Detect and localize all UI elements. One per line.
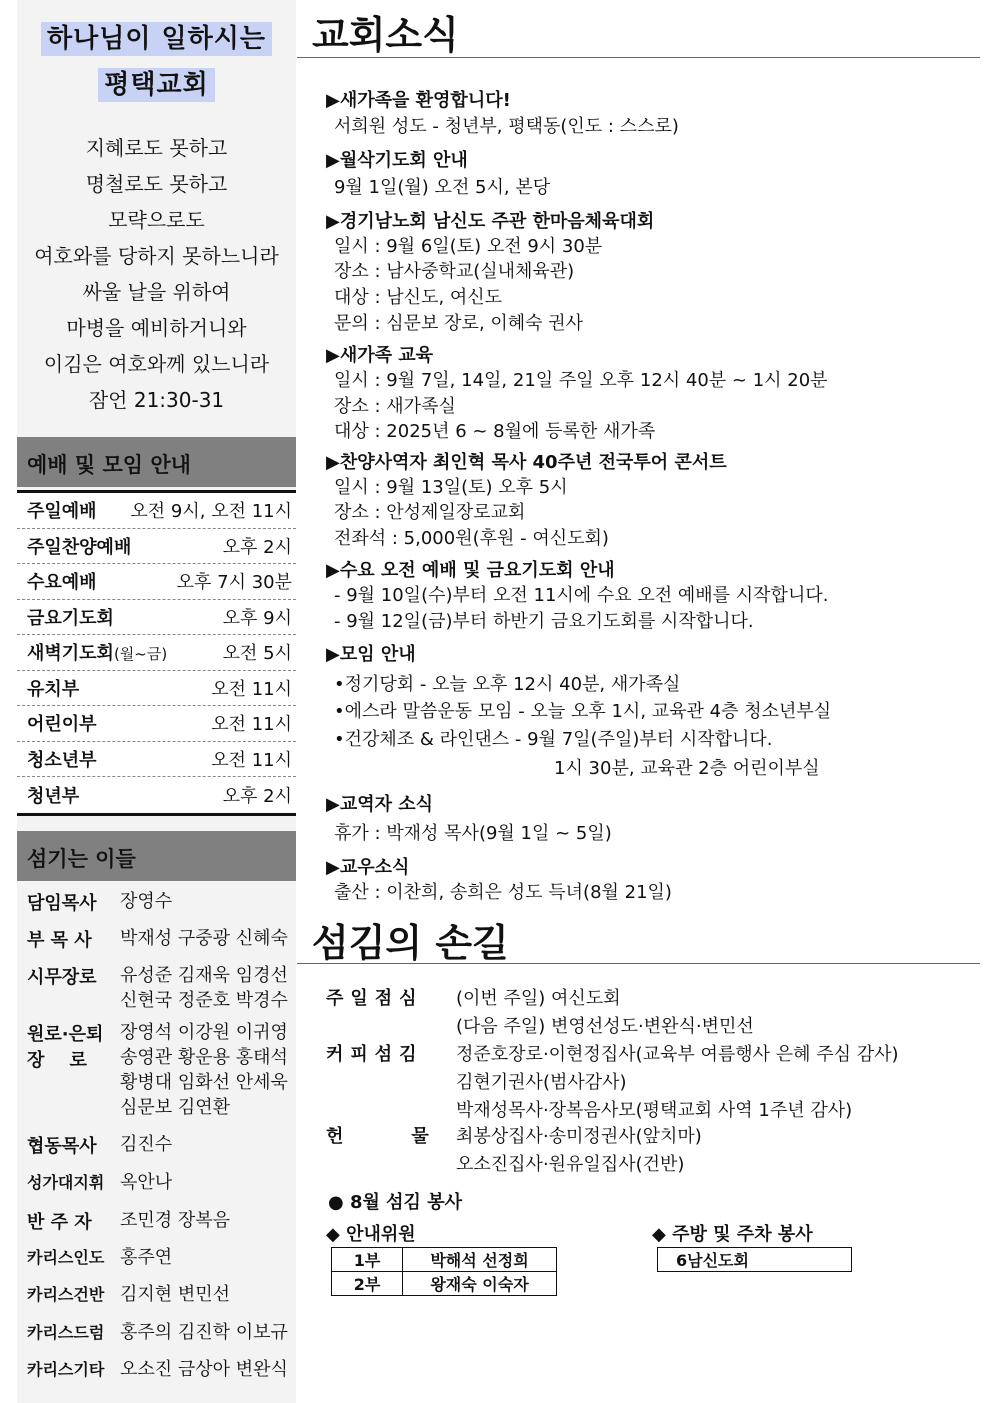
server-names: 김진수 <box>120 1134 173 1155</box>
news-heading: ▶경기남노회 남신도 주관 한마음체육대회 <box>326 211 655 232</box>
news-line: 장소 : 안성제일장로교회 <box>334 502 526 523</box>
server-names: 신현국 정준호 박경수 <box>120 990 288 1011</box>
news-line: - 9월 12일(금)부터 하반기 금요기도회를 시작합니다. <box>334 611 754 632</box>
worship-row <box>17 564 296 600</box>
service-line: 정준호장로·이현정집사(교육부 여름행사 은혜 주심 감사) <box>456 1044 899 1065</box>
worship-row <box>17 742 296 778</box>
servers-heading: 섬기는 이들 <box>17 831 296 881</box>
server-names: 황병대 임화선 안세욱 <box>120 1072 288 1093</box>
server-names: 조민경 장복음 <box>120 1210 231 1231</box>
service-line: 최봉상집사·송미정권사(앞치마) <box>456 1126 702 1147</box>
verse-reference: 잠언 21:30-31 <box>88 388 225 412</box>
verse-line: 싸울 날을 위하여 <box>82 280 231 304</box>
worship-name: 수요예배 <box>27 572 97 594</box>
kitchen-table <box>657 1247 852 1272</box>
server-role: 협동목사 <box>27 1136 97 1157</box>
server-names: 장영수 <box>120 891 173 912</box>
worship-row <box>17 529 296 565</box>
server-names: 홍주연 <box>120 1247 173 1268</box>
divider <box>297 57 980 58</box>
server-role: 카리스인도 <box>27 1248 105 1267</box>
news-title: 교회소식 <box>312 13 459 57</box>
worship-name: 어린이부 <box>27 714 97 736</box>
news-line: •에스라 말씀운동 모임 - 오늘 오후 1시, 교육관 4층 청소년부실 <box>334 701 832 722</box>
worship-row <box>17 777 296 813</box>
coffee-label: 커피섬김 <box>326 1044 424 1065</box>
news-line: 문의 : 심문보 장로, 이혜숙 권사 <box>334 313 584 334</box>
news-line: 출산 : 이찬희, 송희은 성도 득녀(8월 21일) <box>334 882 672 903</box>
server-row <box>17 926 296 952</box>
server-names: 홍주의 김진학 이보규 <box>120 1322 288 1343</box>
worship-row <box>17 600 296 636</box>
news-line: •정기당회 - 오늘 오후 12시 40분, 새가족실 <box>334 674 681 695</box>
worship-time: 오후 2시 <box>222 536 292 558</box>
news-line: 서희원 성도 - 청년부, 평택동(인도 : 스스로) <box>334 116 679 137</box>
news-line: 장소 : 새가족실 <box>334 396 456 417</box>
news-line: 대상 : 2025년 6 ~ 8월에 등록한 새가족 <box>334 421 656 442</box>
news-line: 휴가 : 박재성 목사(9월 1일 ~ 5일) <box>334 823 612 844</box>
news-heading: ▶새가족을 환영합니다! <box>326 90 511 111</box>
guide-part: 1부 <box>332 1248 403 1272</box>
worship-heading: 예배 및 모임 안내 <box>17 437 296 487</box>
verse-line: 이김은 여호와께 있느니라 <box>43 352 270 376</box>
lunch-label: 주일점심 <box>326 988 424 1009</box>
worship-row <box>17 635 296 671</box>
worship-row <box>17 706 296 742</box>
verse-line: 명철로도 못하고 <box>85 172 228 196</box>
verse-line: 마병을 예비하거니와 <box>66 316 247 340</box>
guide-row <box>332 1248 557 1272</box>
news-heading: ▶새가족 교육 <box>326 345 434 366</box>
verse-line: 모략으로도 <box>108 208 205 232</box>
worship-time: 오후 2시 <box>222 785 292 807</box>
worship-time: 오전 11시 <box>211 749 292 771</box>
verse-line: 여호와를 당하지 못하느니라 <box>34 244 279 268</box>
news-line: 전좌석 : 5,000원(후원 - 여신도회) <box>334 528 609 549</box>
worship-name: 청소년부 <box>27 749 97 771</box>
news-line: •건강체조 & 라인댄스 - 9월 7일(주일)부터 시작합니다. <box>334 729 773 750</box>
guide-table <box>331 1247 557 1296</box>
server-row <box>17 1020 296 1120</box>
news-heading: ▶찬양사역자 최인혁 목사 40주년 전국투어 콘서트 <box>326 452 727 473</box>
server-row <box>17 889 296 915</box>
news-line: 장소 : 남사중학교(실내체육관) <box>334 261 575 282</box>
worship-row <box>17 493 296 529</box>
server-role: 카리스드럼 <box>27 1323 105 1342</box>
worship-row <box>17 671 296 707</box>
guide-heading: ◆ 안내위원 <box>326 1224 416 1245</box>
news-heading: ▶교역자 소식 <box>326 794 434 815</box>
church-title-line2: 평택교회 <box>17 64 296 101</box>
worship-time: 오전 5시 <box>222 643 292 665</box>
server-row <box>17 1132 296 1158</box>
server-names: 옥안나 <box>120 1172 173 1193</box>
worship-time: 오전 11시 <box>211 714 292 736</box>
news-line: 일시 : 9월 7일, 14일, 21일 주일 오후 12시 40분 ~ 1시 20분 <box>334 370 828 391</box>
service-line: 오소진집사·원유일집사(건반) <box>456 1154 685 1175</box>
august-service-heading: ● 8월 섬김 봉사 <box>328 1192 462 1213</box>
server-row <box>17 1357 296 1382</box>
server-names: 오소진 금상아 변완식 <box>120 1359 288 1380</box>
server-row <box>17 1320 296 1345</box>
news-line: 일시 : 9월 13일(토) 오후 5시 <box>334 477 568 498</box>
worship-name: 유치부 <box>27 678 80 700</box>
service-line: (이번 주일) 여신도회 <box>456 988 621 1009</box>
guide-row <box>332 1272 557 1296</box>
guide-names: 박해석 선정희 <box>403 1248 557 1272</box>
server-role: 부 목 사 <box>27 930 92 951</box>
service-line: (다음 주일) 변영선성도·변완식·변민선 <box>456 1016 754 1037</box>
worship-time: 오전 11시 <box>211 678 292 700</box>
server-row <box>17 963 296 1013</box>
server-role: 카리스건반 <box>27 1285 105 1304</box>
news-line: 9월 1일(월) 오전 5시, 본당 <box>334 177 551 198</box>
kitchen-heading: ◆ 주방 및 주차 봉사 <box>652 1224 813 1245</box>
worship-name: 청년부 <box>27 785 80 807</box>
server-role: 원로·은퇴 장 로 <box>27 1024 104 1071</box>
worship-time: 오전 9시, 오전 11시 <box>130 501 292 523</box>
server-names: 박재성 구중광 신혜숙 <box>120 928 288 949</box>
kitchen-value: 6남신도회 <box>658 1248 852 1272</box>
server-names: 송영관 황운용 홍태석 <box>120 1047 288 1068</box>
service-line: 김현기권사(범사감사) <box>456 1072 627 1093</box>
server-role: 성가대지휘 <box>27 1173 105 1192</box>
worship-name: 주일찬양예배 <box>27 536 132 558</box>
news-heading: ▶모임 안내 <box>326 644 416 665</box>
service-line: 박재성목사·장복음사모(평택교회 사역 1주년 감사) <box>456 1100 853 1121</box>
server-names: 심문보 김연환 <box>120 1097 231 1118</box>
worship-time: 오후 7시 30분 <box>176 572 292 594</box>
server-row <box>17 1245 296 1270</box>
service-title: 섬김의 손길 <box>312 921 509 965</box>
news-heading: ▶수요 오전 예배 및 금요기도회 안내 <box>326 560 615 581</box>
news-heading: ▶월삭기도회 안내 <box>326 150 468 171</box>
server-names: 김지현 변민선 <box>120 1284 231 1305</box>
news-line: 대상 : 남신도, 여신도 <box>334 287 503 308</box>
worship-name: 주일예배 <box>27 501 97 523</box>
divider <box>297 963 980 964</box>
worship-time: 오후 9시 <box>222 607 292 629</box>
news-line: - 9월 10일(수)부터 오전 11시에 수요 오전 예배를 시작합니다. <box>334 585 829 606</box>
offering-label: 헌물 <box>326 1126 497 1147</box>
server-names: 유성준 김재욱 임경선 <box>120 965 288 986</box>
worship-name: 금요기도회 <box>27 607 114 629</box>
server-row <box>17 1282 296 1307</box>
server-role: 시무장로 <box>27 967 97 988</box>
church-title-line1: 하나님이 일하시는 <box>17 18 296 55</box>
left-sidebar <box>17 0 296 1403</box>
guide-names: 왕재숙 이숙자 <box>403 1272 557 1296</box>
worship-schedule <box>17 490 296 816</box>
verse-line: 지혜로도 못하고 <box>85 136 228 160</box>
news-line: 일시 : 9월 6일(토) 오전 9시 30분 <box>334 236 603 257</box>
news-heading: ▶교우소식 <box>326 857 410 878</box>
worship-name: 새벽기도회(월~금) <box>27 643 168 665</box>
guide-part: 2부 <box>332 1272 403 1296</box>
server-row <box>17 1170 296 1195</box>
server-names: 장영석 이강원 이귀영 <box>120 1022 288 1043</box>
news-line: 1시 30분, 교육관 2층 어린이부실 <box>554 758 820 779</box>
server-role: 반 주 자 <box>27 1212 92 1233</box>
server-role: 담임목사 <box>27 893 97 914</box>
server-row <box>17 1208 296 1234</box>
server-role: 카리스기타 <box>27 1360 105 1379</box>
